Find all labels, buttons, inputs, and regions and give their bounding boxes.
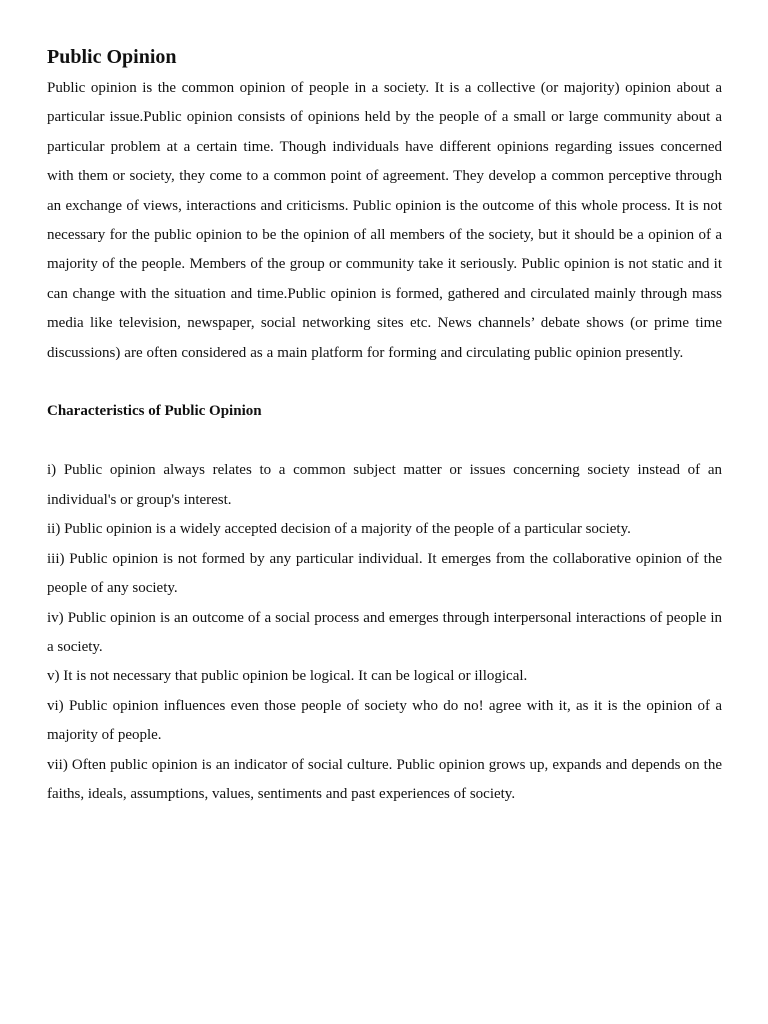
characteristics-list bbox=[47, 456, 722, 809]
list-item: i) Public opinion always relates to a common subject matter or issues concerning society instead of an individual's or group's interest. bbox=[47, 462, 722, 508]
list-item: ii) Public opinion is a widely accepted decision of a majority of the people of a particular society. bbox=[47, 521, 631, 538]
document-page bbox=[47, 44, 722, 809]
characteristics-heading: Characteristics of Public Opinion bbox=[47, 403, 262, 420]
page-title: Public Opinion bbox=[47, 46, 177, 68]
intro-paragraph: Public opinion is the common opinion of people in a society. It is a collective (or majority) opinion about a particular issue.Public opinion consists of opinions held by the people of a small or large community about a particular problem at a certain time. Though individuals have different opinions regarding issues concerned with them or society, they come to a common point of agreement. They develop a common perceptive through an exchange of views, interactions and criticisms. Public opinion is the outcome of this whole process. It is not necessary for the public opinion to be the opinion of all members of the society, but it should be a opinion of a majority of the people. Members of the group or community take it seriously. Public opinion is not static and it can change with the situation and time.Public opinion is formed, gathered and circulated mainly through mass media like television, newspaper, social networking sites etc. News channels’ debate shows (or prime time discussions) are often considered as a main platform for forming and circulating public opinion presently. bbox=[47, 80, 722, 361]
list-item: v) It is not necessary that public opinion be logical. It can be logical or illogical. bbox=[47, 668, 528, 685]
list-item: iv) Public opinion is an outcome of a social process and emerges through interpersonal interactions of people in a society. bbox=[47, 609, 722, 655]
list-item: vii) Often public opinion is an indicator of social culture. Public opinion grows up, expands and depends on the faiths, ideals, assumptions, values, sentiments and past experiences of society. bbox=[47, 756, 722, 802]
list-item: vi) Public opinion influences even those people of society who do no! agree with it, as it is the opinion of a majority of people. bbox=[47, 697, 722, 744]
list-item: iii) Public opinion is not formed by any particular individual. It emerges from the collaborative opinion of the people of any society. bbox=[47, 550, 722, 597]
